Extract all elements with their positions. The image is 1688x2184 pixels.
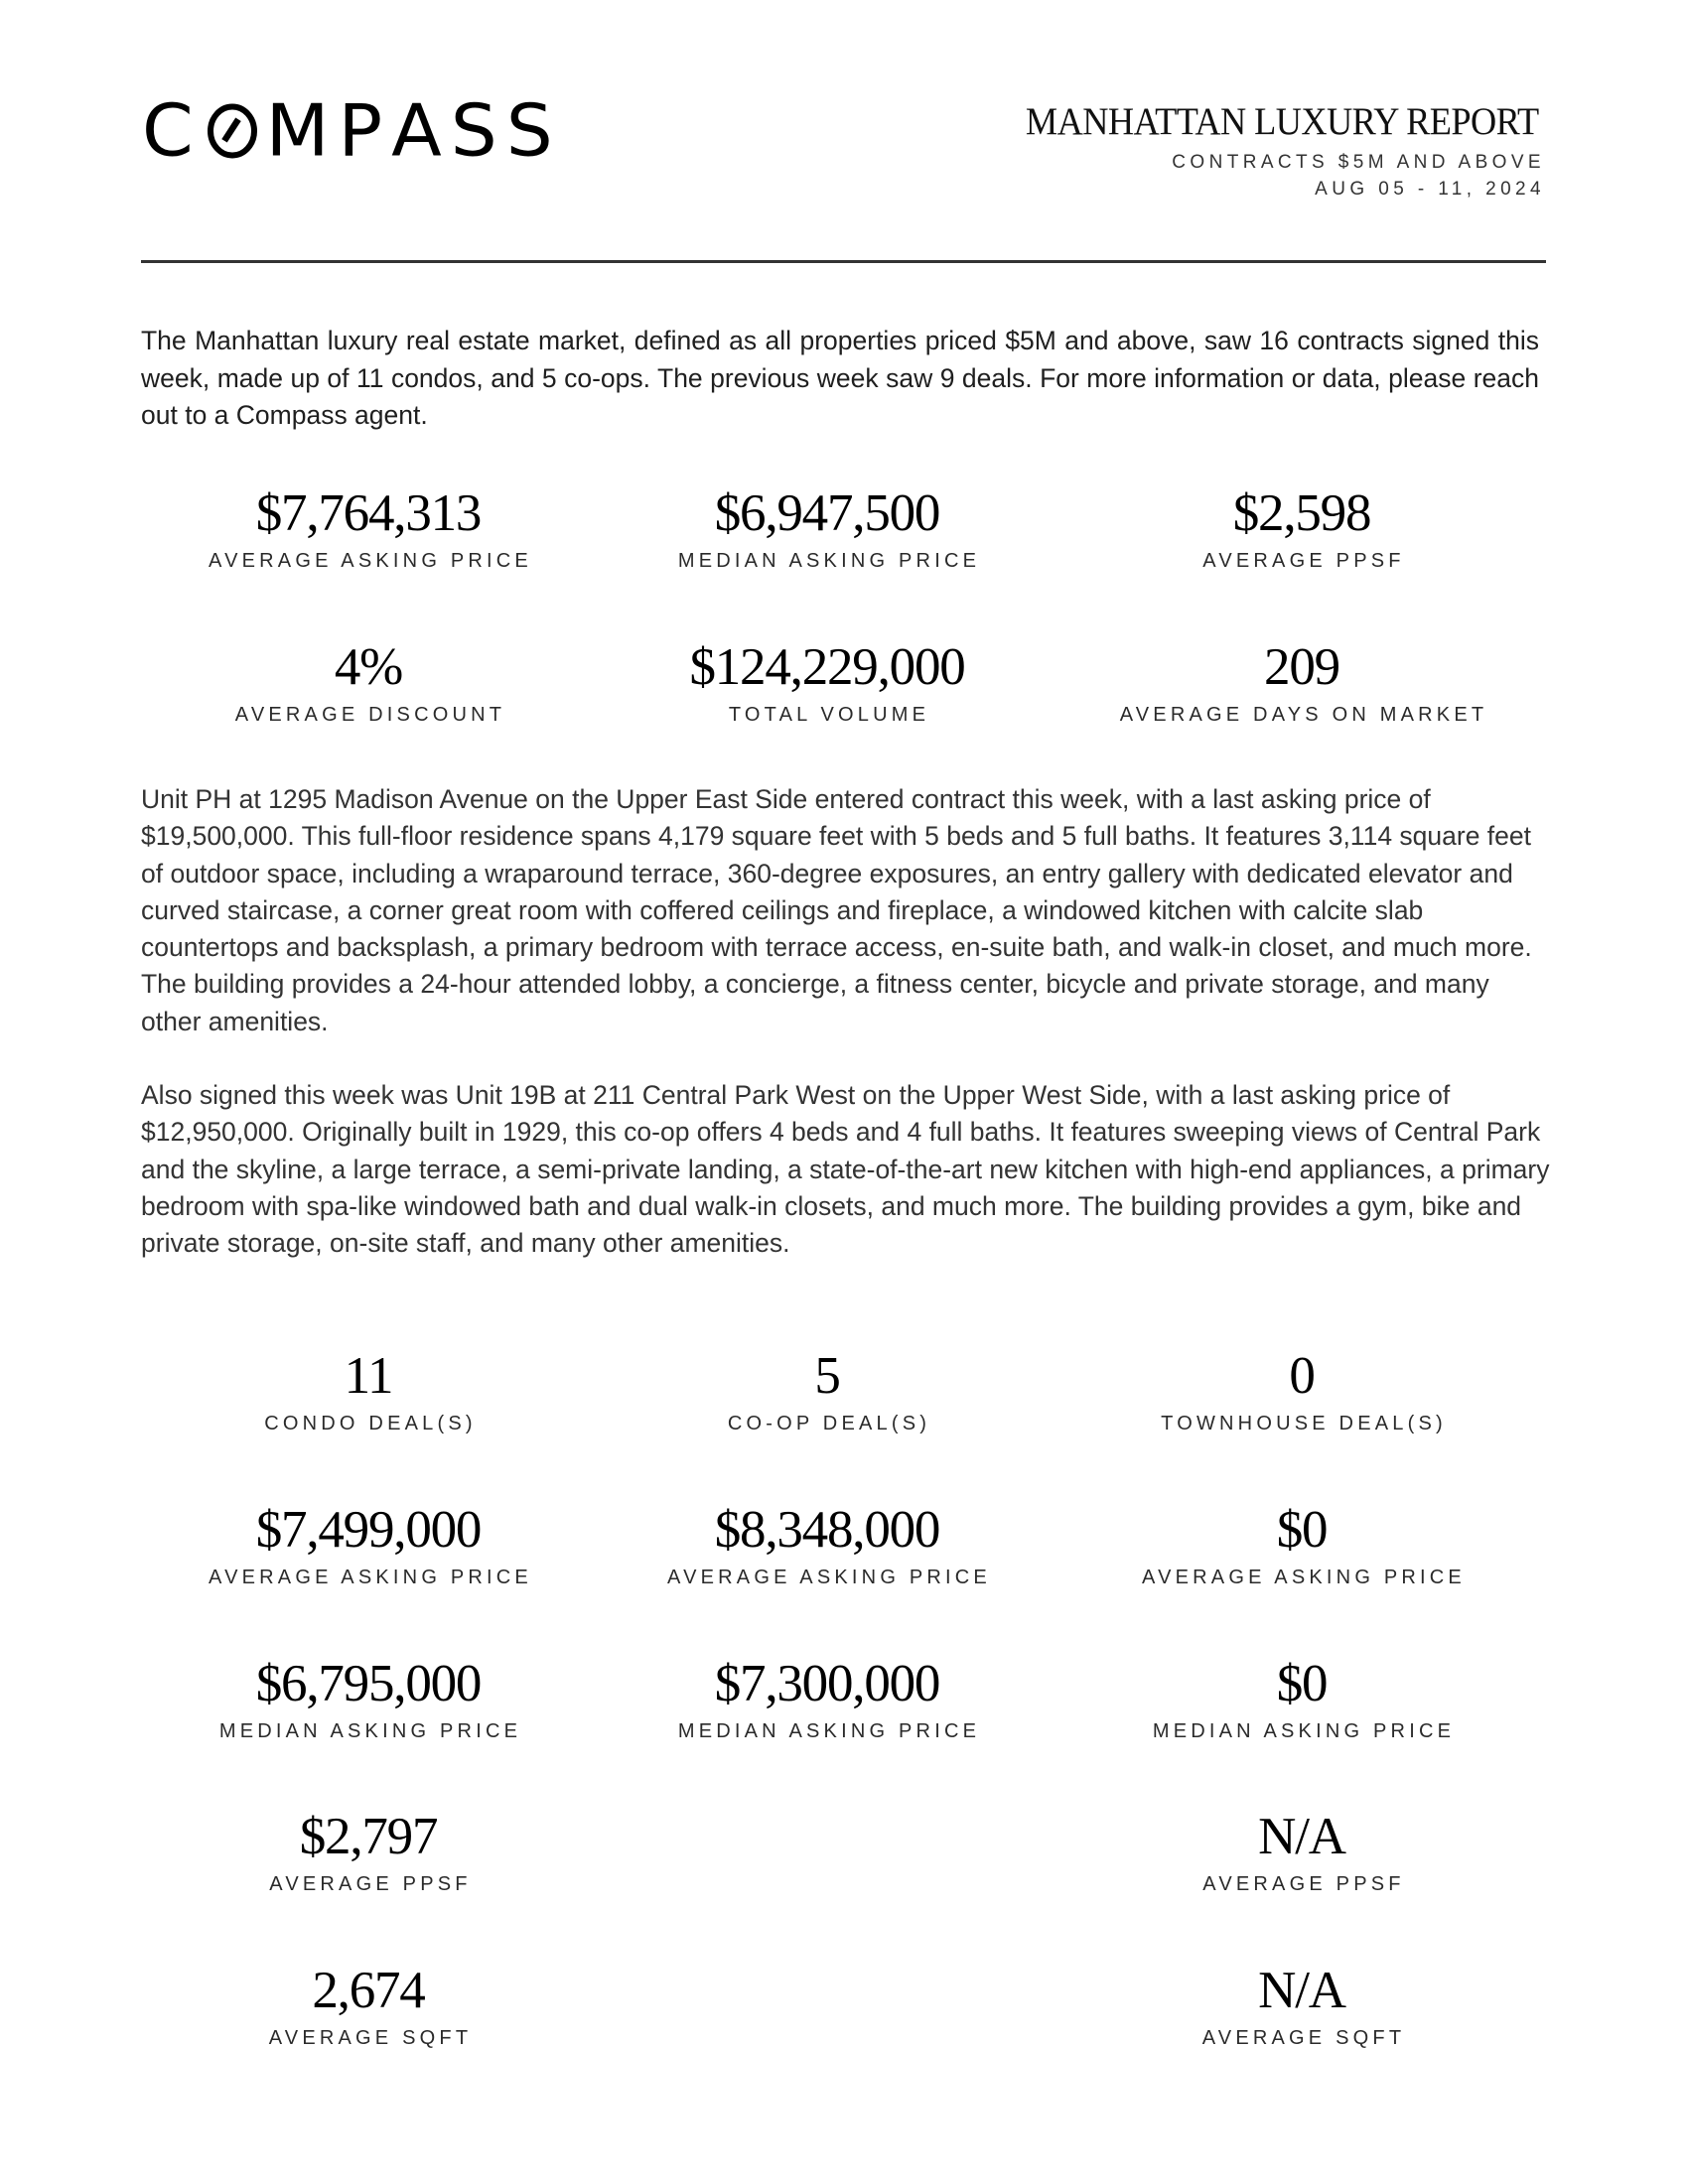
logo-letter-s-2: S <box>505 88 562 174</box>
header-divider <box>141 260 1546 263</box>
stat-label: AVERAGE ASKING PRICE <box>667 1567 991 1588</box>
stat-value: $2,797 <box>299 1808 438 1865</box>
stat-value: $7,764,313 <box>255 484 482 542</box>
stat-label: MEDIAN ASKING PRICE <box>1152 1720 1456 1742</box>
stat-label: MEDIAN ASKING PRICE <box>677 1720 981 1742</box>
stat-median-asking-price <box>599 483 1055 574</box>
logo-letter-a: A <box>391 88 451 174</box>
logo-letter-c: C <box>142 88 203 174</box>
report-title: MANHATTAN LUXURY REPORT <box>1026 100 1539 143</box>
condo-average-ppsf <box>140 1807 597 1897</box>
stat-value: N/A <box>1258 1962 1345 2019</box>
stat-label: AVERAGE ASKING PRICE <box>1142 1567 1466 1588</box>
compass-needle-icon <box>207 104 258 159</box>
stat-label: AVERAGE SQFT <box>1201 2027 1406 2049</box>
townhouse-deals <box>1073 1346 1530 1436</box>
intro-paragraph: The Manhattan luxury real estate market, defined as all properties priced $5M and above, saw 16 contracts signed this week, made up of 11 condos, and 5 co-ops. The previous week saw 9 deals. For more information or data, please reach out to a Compass agent. <box>141 326 1539 430</box>
stat-value: $0 <box>1276 1501 1328 1559</box>
stat-value: $2,598 <box>1232 484 1371 542</box>
stat-average-days-on-market <box>1073 637 1530 728</box>
stat-label: AVERAGE PPSF <box>1202 550 1405 572</box>
condo-average-sqft <box>140 1961 597 2051</box>
stat-value: $0 <box>1276 1655 1328 1712</box>
stat-average-discount <box>140 637 597 728</box>
stat-label: MEDIAN ASKING PRICE <box>677 550 981 572</box>
stat-value: 4% <box>334 638 403 696</box>
highlight-paragraph-2: Also signed this week was Unit 19B at 211 Central Park West on the Upper West Side, with a last asking price of $12,950,000. Originally built in 1929, this co-op offers 4 beds and 4 full baths. It features sweeping views of Central Park and the skyline, a large terrace, a semi-private landing, a state-of-the-art new kitchen with high-end appliances, a primary bedroom with spa-like windowed bath and dual walk-in closets, and much more. The building provides a gym, bike and private storage, on-site staff, and many other amenities. <box>141 1080 1550 1259</box>
condo-median-asking-price <box>140 1654 597 1744</box>
stat-value: 5 <box>814 1347 840 1405</box>
coop-average-asking-price <box>599 1500 1055 1590</box>
stat-label: CONDO DEAL(S) <box>264 1413 477 1434</box>
stat-label: AVERAGE PPSF <box>269 1873 472 1895</box>
townhouse-median-asking-price <box>1073 1654 1530 1744</box>
townhouse-average-asking-price <box>1073 1500 1530 1590</box>
stat-value: 2,674 <box>312 1962 425 2019</box>
coop-deals <box>599 1346 1055 1436</box>
stat-average-ppsf <box>1073 483 1530 574</box>
stat-label: AVERAGE DISCOUNT <box>234 704 506 726</box>
stat-value: $7,499,000 <box>255 1501 482 1559</box>
highlight-paragraph-1: Unit PH at 1295 Madison Avenue on the Upper East Side entered contract this week, with a last asking price of $19,500,000. This full-floor residence spans 4,179 square feet with 5 beds and 5 full baths. It features 3,114 square feet of outdoor space, including a wraparound terrace, 360-degree exposures, an entry gallery with dedicated elevator and curved staircase, a corner great room with coffered ceilings and fireplace, a windowed kitchen with calcite slab countertops and backsplash, a primary bedroom with terrace access, en-suite bath, and walk-in closet, and much more. The building provides a 24-hour attended lobby, a concierge, a fitness center, bicycle and private storage, and many other amenities. <box>141 784 1532 1036</box>
condo-deals <box>140 1346 597 1436</box>
logo-letter-s: S <box>450 88 506 174</box>
stat-value: 209 <box>1264 638 1339 696</box>
stat-label: AVERAGE DAYS ON MARKET <box>1119 704 1488 726</box>
logo-wordmark <box>142 88 562 174</box>
stat-label: TOTAL VOLUME <box>728 704 930 726</box>
stat-value: 11 <box>344 1347 393 1405</box>
stat-value: $6,795,000 <box>255 1655 482 1712</box>
stat-total-volume <box>599 637 1055 728</box>
stat-value: $6,947,500 <box>714 484 940 542</box>
stat-value: N/A <box>1258 1808 1345 1865</box>
stat-value: $7,300,000 <box>714 1655 940 1712</box>
stat-label: AVERAGE ASKING PRICE <box>209 550 532 572</box>
stat-average-asking-price <box>140 483 597 574</box>
report-subtitle: CONTRACTS $5M AND ABOVE <box>1172 152 1545 173</box>
condo-average-asking-price <box>140 1500 597 1590</box>
stat-label: AVERAGE SQFT <box>268 2027 473 2049</box>
stat-value: $124,229,000 <box>689 638 965 696</box>
stat-label: AVERAGE PPSF <box>1202 1873 1405 1895</box>
logo-letter-m: M <box>265 88 339 174</box>
stat-label: AVERAGE ASKING PRICE <box>209 1567 532 1588</box>
townhouse-average-ppsf <box>1073 1807 1530 1897</box>
stat-value: 0 <box>1289 1347 1315 1405</box>
report-date-range: AUG 05 - 11, 2024 <box>1315 179 1545 200</box>
stat-label: MEDIAN ASKING PRICE <box>218 1720 522 1742</box>
stat-value: $8,348,000 <box>714 1501 940 1559</box>
logo-letter-p: P <box>338 88 392 174</box>
compass-logo <box>142 88 562 174</box>
stat-label: TOWNHOUSE DEAL(S) <box>1161 1413 1447 1434</box>
stat-label: CO-OP DEAL(S) <box>727 1413 931 1434</box>
coop-median-asking-price <box>599 1654 1055 1744</box>
townhouse-average-sqft <box>1073 1961 1530 2051</box>
